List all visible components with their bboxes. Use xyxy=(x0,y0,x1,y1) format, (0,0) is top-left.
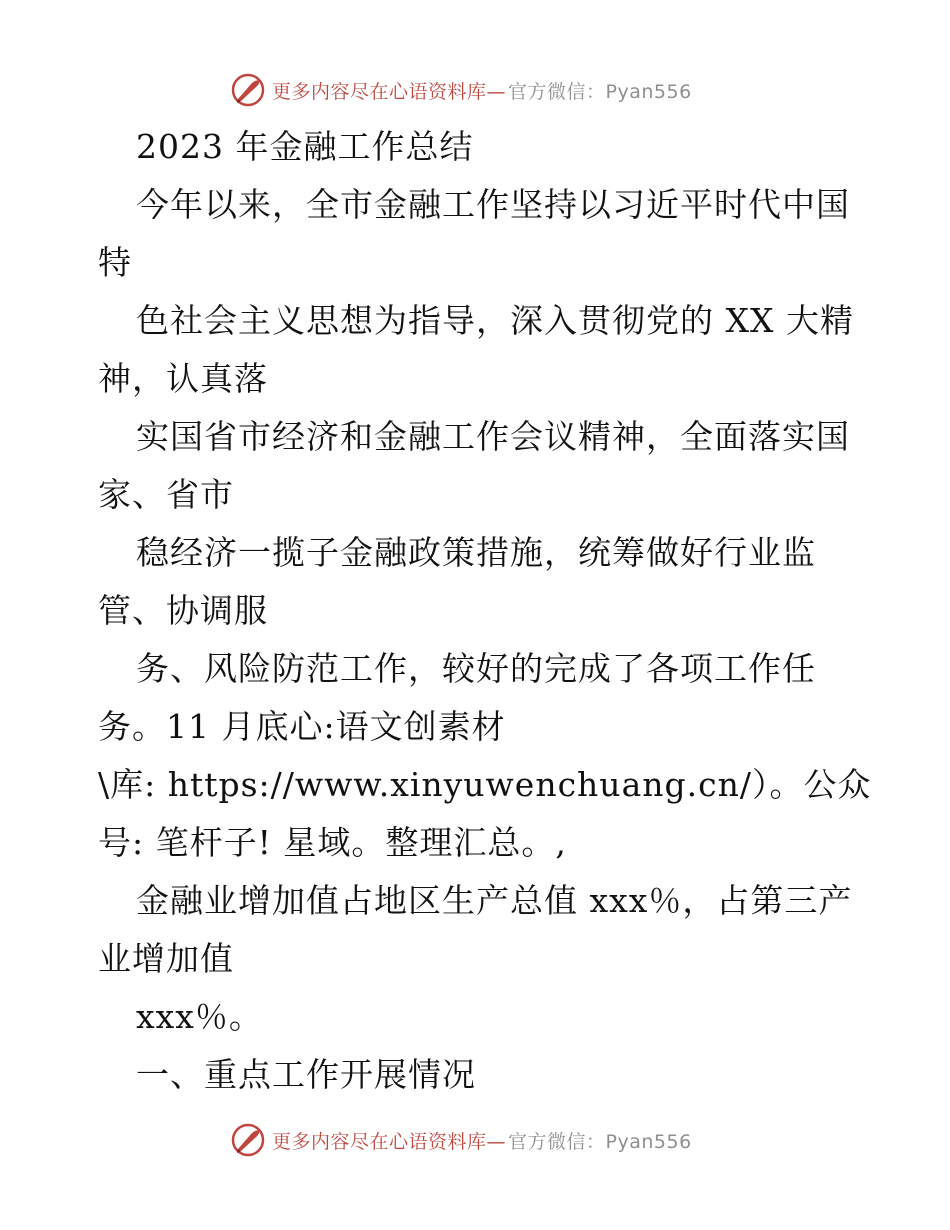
paragraph-line: 业增加值 xyxy=(98,939,234,978)
header-watermark xyxy=(230,72,692,108)
paragraph-line: 金融业增加值占地区生产总值 xxx％，占第三产 xyxy=(136,881,853,920)
watermark-brand-text: 更多内容尽在心语资料库— xyxy=(272,1130,507,1153)
paragraph-line: \库: https://www.xinyuwenchuang.cn/）。公众 xyxy=(98,765,872,804)
paragraph-line: 务、风险防范工作，较好的完成了各项工作任 xyxy=(136,649,816,688)
paragraph-line: 务。11 月底心:语文创素材 xyxy=(98,707,506,746)
paragraph-line: 实国省市经济和金融工作会议精神，全面落实国 xyxy=(136,417,850,456)
paragraph-line: 家、省市 xyxy=(98,475,234,514)
section-heading: 一、重点工作开展情况 xyxy=(136,1055,476,1094)
watermark-wechat-id: Pyan556 xyxy=(605,80,692,103)
watermark-wechat-label: 官方微信： xyxy=(508,1130,606,1153)
quill-pen-icon xyxy=(230,1122,266,1158)
paragraph-line: 管、协调服 xyxy=(98,591,268,630)
watermark-text xyxy=(272,1127,692,1154)
watermark-wechat-label: 官方微信： xyxy=(508,80,606,103)
document-title: 2023 年金融工作总结 xyxy=(136,127,474,166)
paragraph-line: 特 xyxy=(98,243,132,282)
quill-pen-icon xyxy=(230,72,266,108)
paragraph-line: 今年以来，全市金融工作坚持以习近平时代中国 xyxy=(136,185,850,224)
watermark-wechat-id: Pyan556 xyxy=(605,1130,692,1153)
paragraph-line: 稳经济一揽子金融政策措施，统筹做好行业监 xyxy=(136,533,816,572)
paragraph-line: 色社会主义思想为指导，深入贯彻党的 XX 大精 xyxy=(136,301,854,340)
footer-watermark xyxy=(230,1122,692,1158)
paragraph-line: xxx％。 xyxy=(136,997,263,1036)
watermark-brand-text: 更多内容尽在心语资料库— xyxy=(272,80,507,103)
watermark-text xyxy=(272,77,692,104)
paragraph-line: 神，认真落 xyxy=(98,359,268,398)
paragraph-line: 号: 笔杆子! 星域。整理汇总。, xyxy=(98,823,567,862)
